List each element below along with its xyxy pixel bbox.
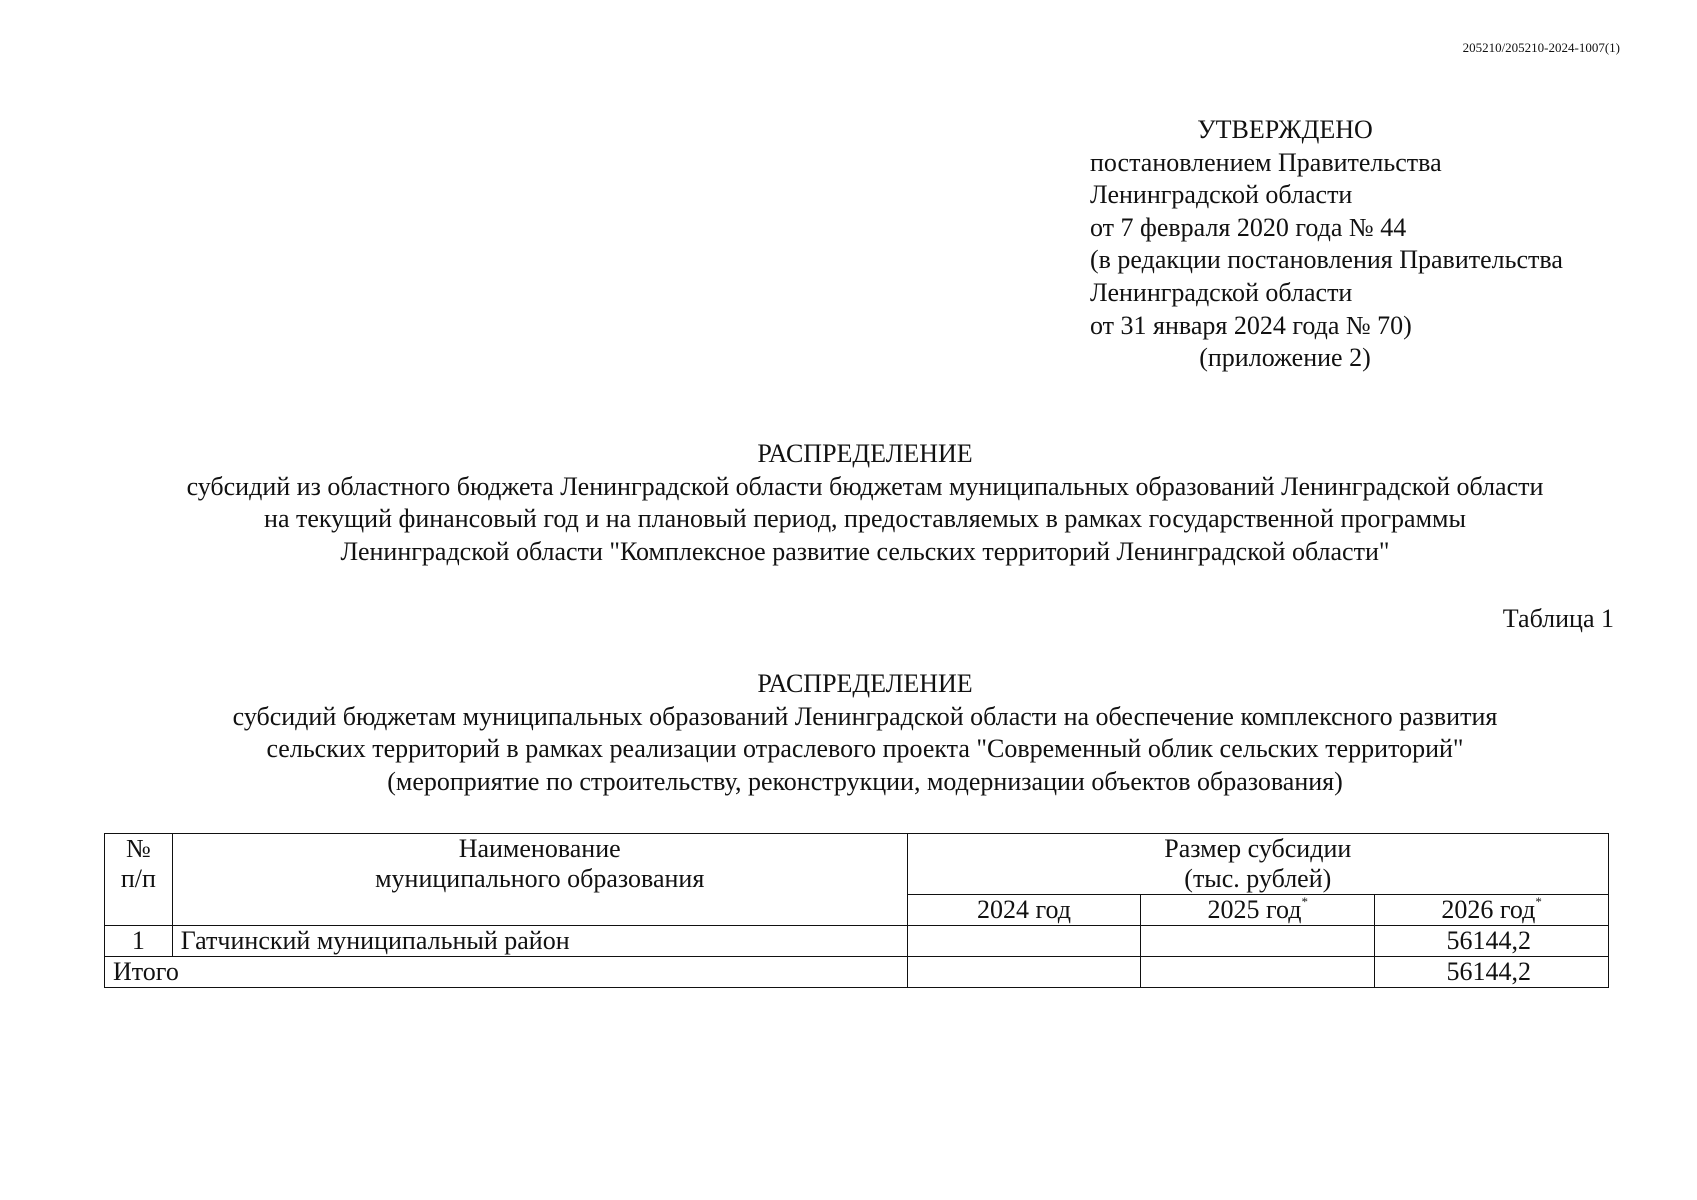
row-2026: 56144,2 (1375, 926, 1609, 957)
approval-block (1090, 114, 1563, 375)
approval-line: Ленинградской области (1090, 180, 1353, 210)
footnote-mark: * (1301, 894, 1309, 909)
header-num (105, 834, 173, 926)
total-2024 (907, 957, 1141, 988)
row-2025 (1141, 926, 1375, 957)
approval-heading: УТВЕРЖДЕНО (1197, 115, 1373, 144)
document-id: 205210/205210-2024-1007(1) (1462, 40, 1620, 55)
header-num-line1: № (125, 834, 151, 863)
row-num: 1 (105, 926, 173, 957)
row-name: Гатчинский муниципальный район (172, 926, 907, 957)
header-year-2025-label: 2025 год (1207, 895, 1302, 924)
header-year-2026-label: 2026 год (1441, 895, 1536, 924)
header-year-2024-label: 2024 год (976, 895, 1071, 924)
table-title-line: сельских территорий в рамках реализации отраслевого проекта "Современный облик сельских территорий" (266, 734, 1464, 764)
approval-line: постановлением Правительства (1090, 147, 1442, 177)
table-total-row (105, 957, 1609, 988)
main-title-heading: РАСПРЕДЕЛЕНИЕ (757, 439, 973, 468)
approval-line: от 7 февраля 2020 года № 44 (1090, 212, 1407, 242)
header-amount (907, 834, 1608, 895)
main-title (0, 438, 1697, 568)
main-title-line: субсидий из областного бюджета Ленинградской области бюджетам муниципальных образований Ленинградской области (186, 471, 1544, 501)
table-header-row (105, 834, 1609, 895)
header-amount-line1: Размер субсидии (1164, 834, 1352, 863)
table-title-line: (мероприятие по строительству, реконструкции, модернизации объектов образования) (387, 766, 1343, 796)
header-year-2026 (1375, 895, 1609, 926)
header-amount-line2: (тыс. рублей) (1184, 864, 1332, 893)
footnote-mark: * (1535, 894, 1542, 909)
header-year-2024 (907, 895, 1141, 926)
main-title-line: Ленинградской области "Комплексное развитие сельских территорий Ленинградской области" (340, 536, 1390, 566)
table-title-line: субсидий бюджетам муниципальных образований Ленинградской области на обеспечение комплексного развития (232, 701, 1498, 731)
approval-appendix: (приложение 2) (1199, 343, 1371, 373)
table-title (0, 668, 1697, 798)
approval-line: (в редакции постановления Правительства (1090, 245, 1563, 275)
approval-line: от 31 января 2024 года № 70) (1090, 310, 1412, 340)
total-2026: 56144,2 (1375, 957, 1609, 988)
main-title-line: на текущий финансовый год и на плановый период, предоставляемых в рамках государственной программы (264, 504, 1466, 534)
table-label: Таблица 1 (1502, 604, 1614, 633)
total-label: Итого (105, 957, 908, 988)
header-num-line2: п/п (120, 864, 156, 893)
header-name-line1: Наименование (458, 834, 621, 863)
row-2024 (907, 926, 1141, 957)
header-year-2025 (1141, 895, 1375, 926)
table-title-heading: РАСПРЕДЕЛЕНИЕ (757, 669, 973, 698)
total-2025 (1141, 957, 1375, 988)
header-name (172, 834, 907, 926)
subsidy-table (104, 833, 1609, 988)
table-row (105, 926, 1609, 957)
approval-line: Ленинградской области (1090, 277, 1353, 307)
header-name-line2: муниципального образования (375, 864, 705, 893)
